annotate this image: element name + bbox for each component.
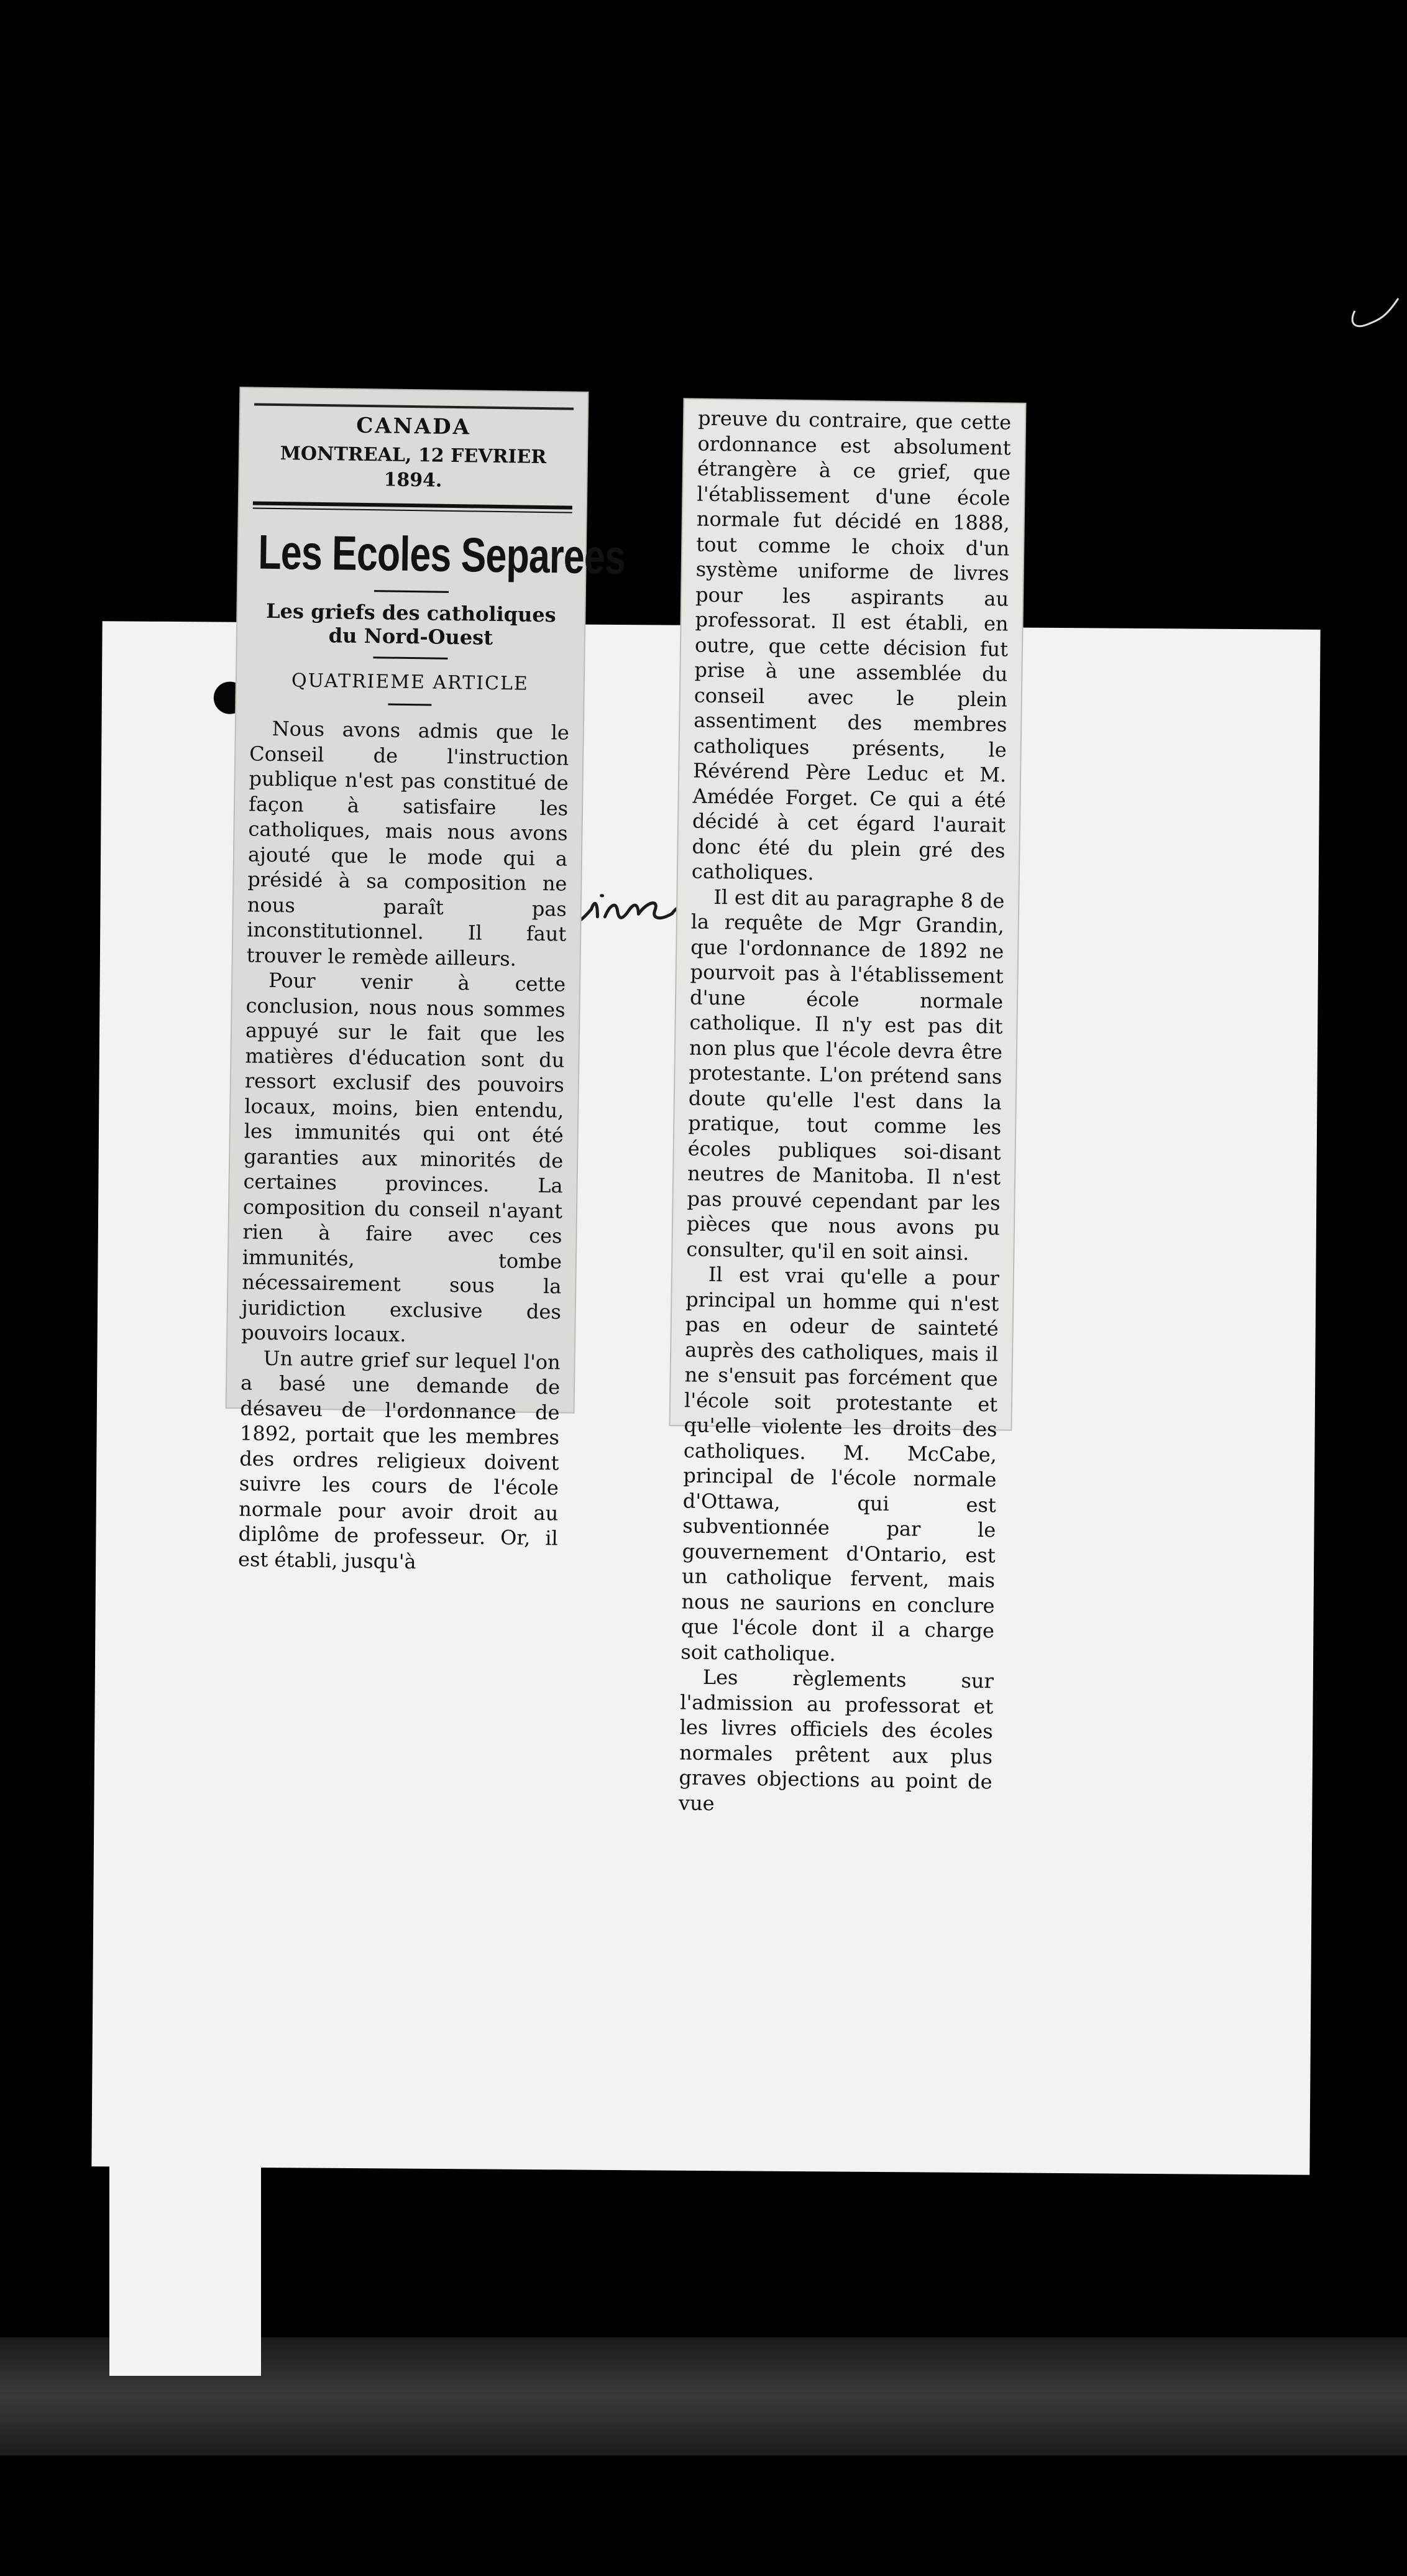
paragraph: Un autre grief sur lequel l'on a basé une demande de désaveu de l'ordonnance de 1892, portait que les membres des ordres religieux doivent suivre les cours de l'école normale pour avoir droit au diplôme de professeur. Or, il est établi, jusqu'à	[237, 1346, 561, 1573]
calibration-card	[109, 2158, 261, 2376]
headline: Les Ecoles Separees	[257, 524, 626, 584]
masthead: CANADA	[355, 413, 472, 440]
top-rule	[254, 403, 574, 410]
paragraph: Pour venir à cette conclusion, nous nous sommes appuyé sur le fait que les matières d'éducation sont du ressort exclusif des pouvoirs locaux, moins, bien entendu, les immunités qui ont été garanties aux minorités de certaines provinces. La composition du conseil n'ayant rien à faire avec ces immunités, tombe nécessairement sous la juridiction exclusive des pouvoirs locaux.	[241, 968, 566, 1347]
scan-edge-mark	[1342, 274, 1405, 348]
clipping-right-column	[671, 399, 1025, 1815]
divider	[373, 656, 447, 660]
divider	[388, 704, 431, 706]
paragraph: Il est dit au paragraphe 8 de la requête de Mgr Grandin, que l'ordonnance de 1892 ne pourvoit pas à l'établissement d'une école normale catholique. Il n'y est pas dit non plus que l'école devra être protestante. L'on prétend sans doute qu'elle l'est dans la pratique, tout comme les écoles publiques soi-disant neutres de Manitoba. Il n'est pas prouvé cependant par les pièces que nous avons pu consulter, qu'il en soit ainsi.	[686, 885, 1005, 1265]
clipping-left-column	[227, 388, 626, 1573]
section-label: QUATRIEME ARTICLE	[291, 669, 529, 695]
double-rule	[253, 501, 572, 513]
paragraph: Nous avons admis que le Conseil de l'instruction publique n'est pas constitué de façon à satisfaire les catholiques, mais nous avons ajouté que le mode qui a présidé à sa composition ne nous paraît pas inconstitutionnel. Il faut trouver le remède ailleurs.	[246, 716, 570, 970]
paragraph: Il est vrai qu'elle a pour principal un homme qui n'est pas en odeur de sainteté auprès des catholiques, mais il ne s'ensuit pas forcément que l'école soit protestante et qu'elle violente les droits des catholiques. M. McCabe, principal de l'école normale d'Ottawa, qui est subventionnée par le gouvernement d'Ontario, est un catholique fervent, mais nous ne saurions en conclure que l'école dont il a charge soit catholique.	[681, 1262, 1000, 1666]
paragraph: Les règlements sur l'admission au professorat et les livres officiels des écoles normales prêtent aux plus graves objections au point de vue	[678, 1665, 994, 1815]
left-body	[238, 715, 569, 1576]
subheadline: Les griefs des catholiques du Nord-Ouest	[265, 599, 556, 650]
paragraph: preuve du contraire, que cette ordonnance est absolument étrangère à ce grief, que l'établissement d'une école normale fut décidé en 1888, tout comme le choix d'un système uniforme de livres pour les aspirants au professorat. Il est établi, en outre, que cette décision fut prise à une assemblée du conseil avec le plein assentiment des membres catholiques présents, le Révérend Père Leduc et M. Amédée Forget. Ce qui a été décidé à cet égard l'aurait donc été du plein gré des catholiques.	[691, 406, 1012, 885]
divider	[374, 590, 449, 593]
dateline: MONTREAL, 12 FEVRIER 1894.	[280, 442, 547, 492]
